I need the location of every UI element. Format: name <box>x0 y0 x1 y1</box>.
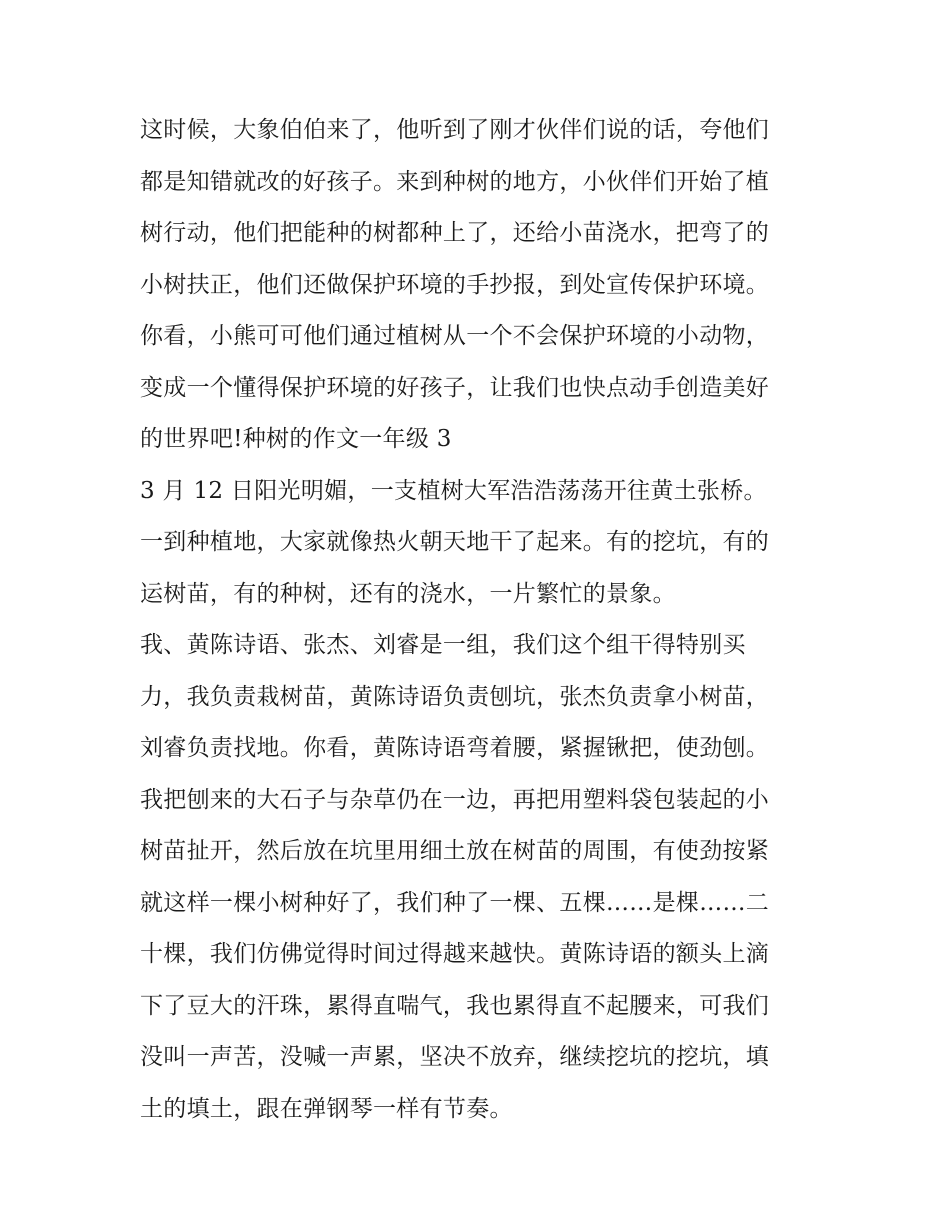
text-line: 运树苗，有的种树，还有的浇水，一片繁忙的景象。 <box>140 580 676 607</box>
text-line: 变成一个懂得保护环境的好孩子，让我们也快点动手创造美好 <box>140 374 770 401</box>
text-line: 这时候，大象伯伯来了，他听到了刚才伙伴们说的话，夸他们 <box>140 117 770 143</box>
section-heading-line: 的世界吧!种树的作文一年级 3 <box>140 426 452 452</box>
text-line: 十棵，我们仿佛觉得时间过得越来越快。黄陈诗语的额头上滴 <box>140 941 770 967</box>
text-line: 3 月 12 日阳光明媚，一支植树大军浩浩荡荡开往黄土张桥。 <box>140 477 767 504</box>
text-line: 下了豆大的汗珠，累得直喘气，我也累得直不起腰来，可我们 <box>140 992 770 1019</box>
essay-text <box>140 108 820 1138</box>
text-line: 力，我负责栽树苗，黄陈诗语负责刨坑，张杰负责拿小树苗， <box>140 683 770 710</box>
text-line: 我把刨来的大石子与杂草仍在一边，再把用塑料袋包装起的小 <box>140 786 770 813</box>
text-line: 树苗扯开，然后放在坑里用细土放在树苗的周围，有使劲按紧 <box>140 838 770 864</box>
text-line: 刘睿负责找地。你看，黄陈诗语弯着腰，紧握锹把，使劲刨。 <box>140 735 770 761</box>
text-line: 就这样一棵小树种好了，我们种了一棵、五棵……是棵……二 <box>140 889 770 916</box>
text-line: 小树扶正，他们还做保护环境的手抄报，到处宣传保护环境。 <box>140 271 770 298</box>
text-line: 土的填土，跟在弹钢琴一样有节奏。 <box>140 1095 513 1122</box>
text-line: 没叫一声苦，没喊一声累，坚决不放弃，继续挖坑的挖坑，填 <box>140 1044 770 1070</box>
text-line: 都是知错就改的好孩子。来到种树的地方，小伙伴们开始了植 <box>140 168 770 195</box>
text-line: 一到种植地，大家就像热火朝天地干了起来。有的挖坑，有的 <box>140 529 770 555</box>
text-line: 我、黄陈诗语、张杰、刘睿是一组，我们这个组干得特别买 <box>140 632 746 658</box>
text-line: 你看，小熊可可他们通过植树从一个不会保护环境的小动物， <box>140 323 770 349</box>
text-line: 树行动，他们把能种的树都种上了，还给小苗浇水，把弯了的 <box>140 220 770 246</box>
